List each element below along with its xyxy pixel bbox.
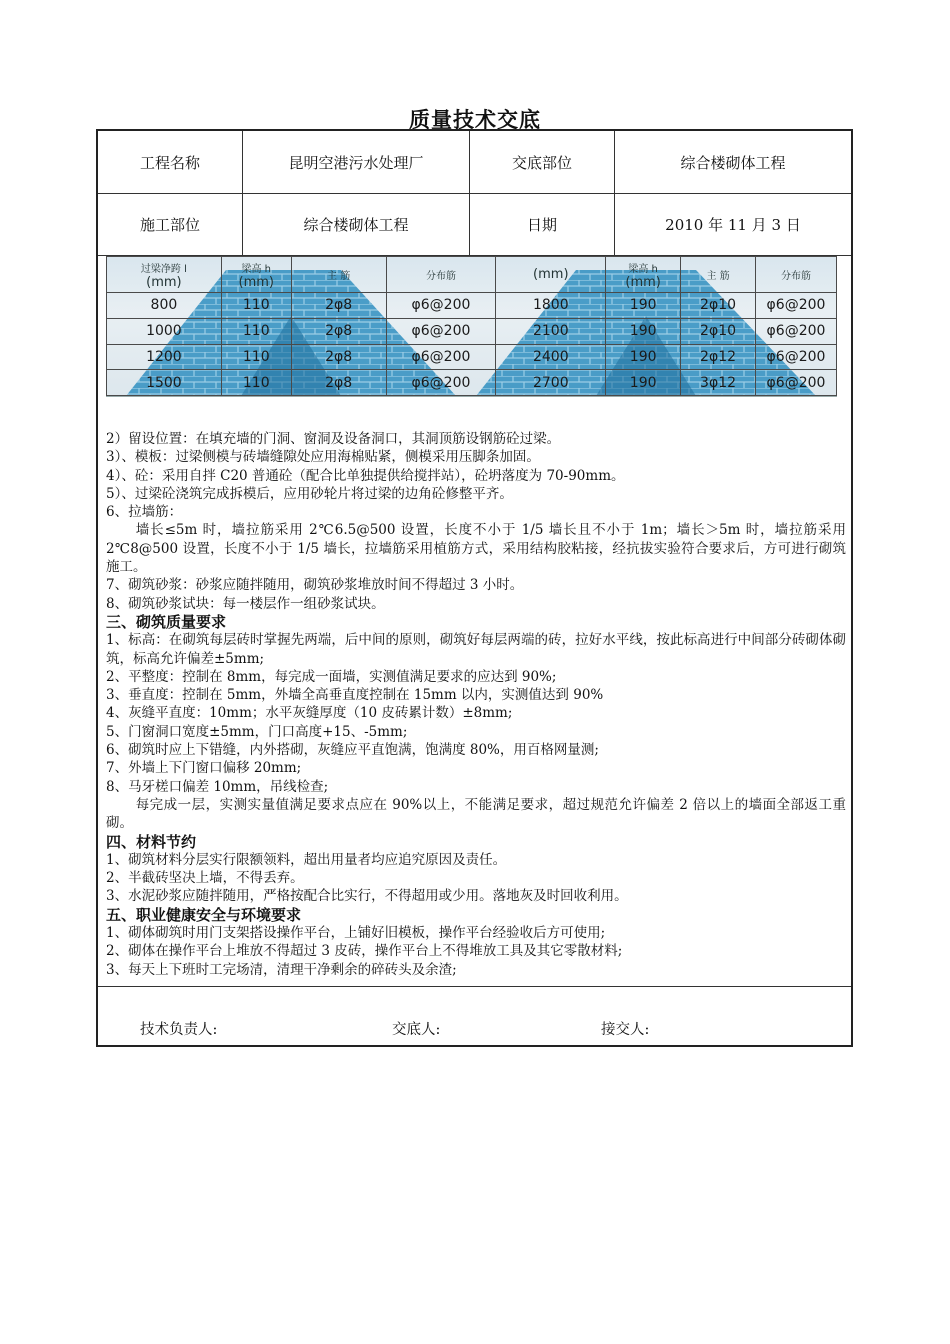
lintel-header-cell: 梁高 h — [628, 263, 658, 275]
lintel-header-cell: 分布筋 — [755, 257, 836, 293]
paragraph: 3、垂直度：控制在 5mm，外墙全高垂直度控制在 15mm 以内，实测值达到 90% — [106, 687, 604, 704]
paragraph: 2、半截砖坚决上墙，不得丢弃。 — [106, 870, 304, 887]
lintel-cell: 2φ10 — [681, 318, 756, 344]
signature-divider — [98, 986, 851, 987]
lintel-cell: 2φ10 — [681, 293, 756, 319]
project-name-value: 昆明空港污水处理厂 — [243, 131, 470, 193]
paragraph: 3、水泥砂浆应随拌随用，严格按配合比实行，不得超用或少用。落地灰及时回收利用。 — [106, 888, 628, 905]
lintel-cell: 190 — [606, 344, 681, 370]
paragraph: 5、门窗洞口宽度±5mm，门口高度+15、-5mm; — [106, 723, 408, 740]
lintel-cell: 1200 — [107, 344, 222, 370]
date-label: 日期 — [470, 193, 615, 255]
lintel-table-row — [107, 344, 837, 370]
paragraph: 8、马牙槎口偏差 10mm，吊线检查; — [106, 778, 329, 795]
lintel-reinforcement-photo — [106, 256, 837, 397]
paragraph: 8、砌筑砂浆试块：每一楼层作一组砂浆试块。 — [106, 595, 385, 612]
section-heading-quality: 三、砌筑质量要求 — [106, 612, 227, 631]
lintel-cell: φ6@200 — [755, 293, 836, 319]
lintel-cell: 1000 — [107, 318, 222, 344]
paragraph: 每完成一层，实测实量值满足要求点应在 90%以上，不能满足要求，超过规范允许偏差 2 倍以上的墙面全部返工重砌。 — [106, 796, 846, 832]
lintel-cell: φ6@200 — [755, 318, 836, 344]
paragraph: 4、灰缝平直度：10mm；水平灰缝厚度（10 皮砖累计数）±8mm; — [106, 705, 513, 722]
paragraph: 5）、过梁砼浇筑完成拆模后，应用砂轮片将过梁的边角砼修整平齐。 — [106, 485, 513, 502]
lintel-cell: 2700 — [496, 370, 606, 396]
lintel-spec-table — [106, 256, 837, 396]
section-heading-materials: 四、材料节约 — [106, 832, 197, 851]
paragraph: 1、标高：在砌筑每层砖时掌握先两端，后中间的原则，砌筑好每层两端的砖，拉好水平线，按此标高进行中间部分砖砌体砌筑，标高允许偏差±5mm; — [106, 632, 846, 667]
lintel-cell: 1800 — [496, 293, 606, 319]
giver-signature-label: 交底人: — [392, 1022, 441, 1038]
paragraph: 2、平整度：控制在 8mm，每完成一面墙，实测值满足要求的应达到 90%; — [106, 668, 557, 685]
paragraph: 墙长≤5m 时，墙拉筋采用 2℃6.5@500 设置，长度不小于 1/5 墙长且不小于 1m；墙长＞5m 时，墙拉筋采用 2℃8@500 设置，长度不小于 1/5 墙长，拉墙筋采用植筋方式，采用结构胶粘接，经抗拔实验符合要求后，方可进行砌筑施工。 — [106, 522, 846, 576]
construction-part-label: 施工部位 — [98, 193, 243, 255]
lintel-cell: 190 — [606, 293, 681, 319]
lintel-cell: 2φ8 — [291, 318, 386, 344]
paragraph: 7、外墙上下门窗口偏移 20mm; — [106, 760, 302, 777]
paragraph: 6、拉墙筋： — [106, 504, 183, 521]
paragraph: 6、砌筑时应上下错缝，内外搭砌，灰缝应平直饱满，饱满度 80%，用百格网量测; — [106, 742, 599, 759]
lintel-cell: 800 — [107, 293, 222, 319]
lintel-cell: 1500 — [107, 370, 222, 396]
content-body — [106, 430, 846, 979]
lintel-cell: φ6@200 — [755, 344, 836, 370]
handover-part-label: 交底部位 — [470, 131, 615, 193]
lintel-cell: 2φ8 — [291, 293, 386, 319]
header-row-1 — [98, 131, 851, 194]
lintel-unit-cell: (mm) — [533, 267, 569, 283]
lintel-unit-cell: (mm) — [238, 274, 274, 290]
lintel-cell: 110 — [221, 344, 291, 370]
tech-lead-signature-label: 技术负责人: — [140, 1022, 218, 1038]
header-row-2 — [98, 193, 851, 256]
lintel-cell: 2400 — [496, 344, 606, 370]
lintel-cell: φ6@200 — [386, 293, 496, 319]
lintel-cell: φ6@200 — [386, 370, 496, 396]
receiver-signature-label: 接交人: — [601, 1022, 650, 1038]
lintel-table-header — [107, 257, 837, 293]
paragraph: 2）留设位置：在填充墙的门洞、窗洞及设备洞口，其洞顶筋设钢筋砼过梁。 — [106, 431, 561, 447]
lintel-header-cell: 主 筋 — [681, 257, 756, 293]
lintel-unit-cell: (mm) — [146, 274, 182, 290]
lintel-header-cell: 主 筋 — [291, 257, 386, 293]
date-value: 2010 年 11 月 3 日 — [665, 215, 801, 234]
lintel-unit-cell: (mm) — [625, 274, 661, 290]
lintel-cell: φ6@200 — [755, 370, 836, 396]
handover-part-value: 综合楼砌体工程 — [680, 153, 786, 172]
lintel-header-cell: 梁高 h — [241, 263, 272, 275]
lintel-header-cell: 分布筋 — [386, 257, 496, 293]
construction-part-value: 综合楼砌体工程 — [243, 193, 470, 255]
lintel-cell: 190 — [606, 370, 681, 396]
document-title: 质量技术交底 — [409, 107, 541, 132]
lintel-cell: 2φ8 — [291, 344, 386, 370]
lintel-cell: φ6@200 — [386, 318, 496, 344]
lintel-cell: 3φ12 — [681, 370, 756, 396]
lintel-cell: φ6@200 — [386, 344, 496, 370]
lintel-table-row — [107, 318, 837, 344]
form-frame — [96, 129, 853, 1047]
lintel-cell: 2100 — [496, 318, 606, 344]
paragraph: 3）、模板：过梁侧模与砖墙缝隙处应用海棉贴紧，侧模采用压脚条加固。 — [106, 449, 540, 466]
lintel-table-row — [107, 293, 837, 319]
lintel-cell: 2φ8 — [291, 370, 386, 396]
lintel-table-row — [107, 370, 837, 396]
paragraph: 1、砌筑材料分层实行限额领料，超出用量者均应追究原因及责任。 — [106, 851, 507, 868]
lintel-cell: 110 — [221, 318, 291, 344]
lintel-header-cell: 过梁净跨 l — [140, 263, 187, 275]
lintel-cell: 110 — [221, 370, 291, 396]
paragraph: 4）、砼：采用自拌 C20 普通砼（配合比单独提供给搅拌站），砼坍落度为 70-90mm。 — [106, 467, 625, 484]
paragraph: 7、砌筑砂浆：砂浆应随拌随用，砌筑砂浆堆放时间不得超过 3 小时。 — [106, 577, 524, 594]
paragraph: 2、砌体在操作平台上堆放不得超过 3 皮砖，操作平台上不得堆放工具及其它零散材料; — [106, 943, 623, 960]
lintel-cell: 2φ12 — [681, 344, 756, 370]
lintel-cell: 110 — [221, 293, 291, 319]
section-heading-safety: 五、职业健康安全与环境要求 — [106, 905, 302, 924]
lintel-cell: 190 — [606, 318, 681, 344]
paragraph: 3、每天上下班时工完场清，清理干净剩余的碎砖头及余渣; — [106, 961, 457, 978]
paragraph: 1、砌体砌筑时用门支架搭设操作平台，上铺好旧模板，操作平台经验收后方可使用; — [106, 925, 606, 942]
project-name-label: 工程名称 — [98, 131, 243, 193]
